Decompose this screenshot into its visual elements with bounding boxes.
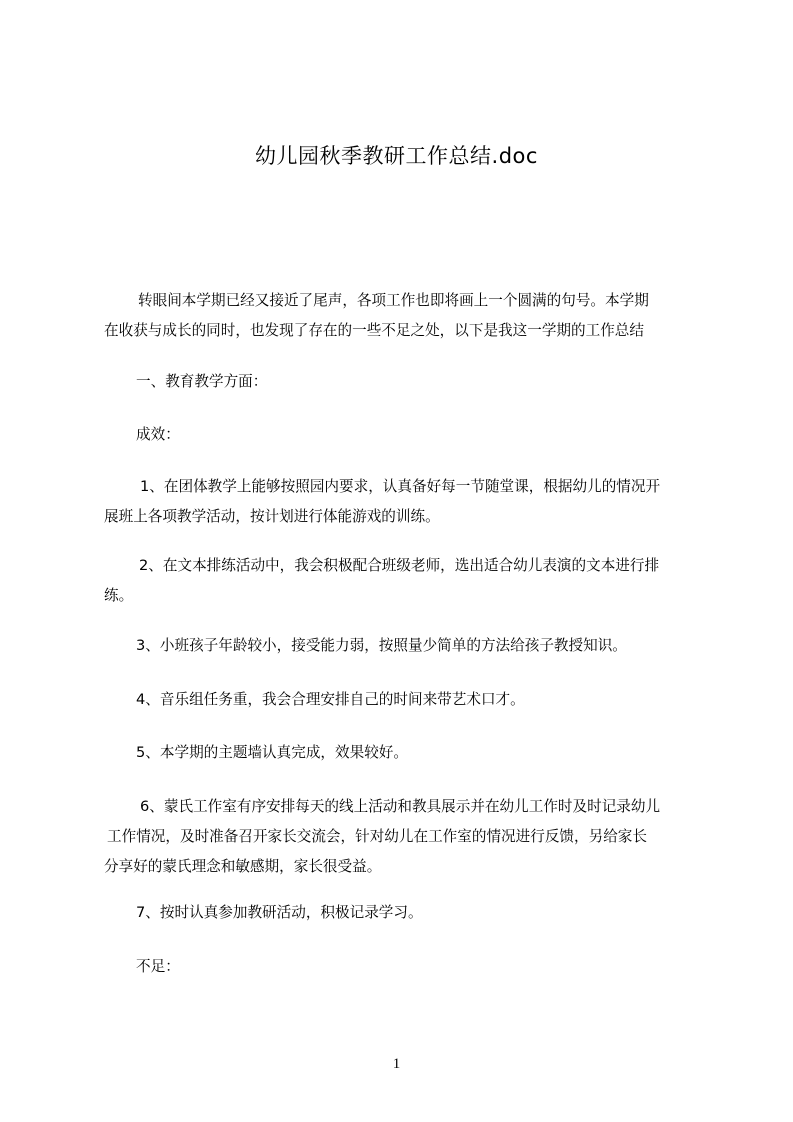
document-title: 幼儿园秋季教研工作总结.doc bbox=[255, 144, 538, 168]
shortcomings-heading bbox=[104, 952, 704, 982]
section-heading bbox=[104, 367, 704, 397]
achievements-heading bbox=[104, 420, 704, 450]
list-item bbox=[104, 551, 704, 611]
paragraph-line: 2、在文本排练活动中，我会积极配合班级老师，选出适合幼儿表演的文本进行排 bbox=[139, 557, 660, 574]
paragraph-line: 不足： bbox=[136, 958, 180, 975]
paragraph-line: 4、音乐组任务重，我会合理安排自己的时间来带艺术口才。 bbox=[136, 691, 525, 708]
paragraph-line: 1、在团体教学上能够按照园内要求，认真备好每一节随堂课，根据幼儿的情况开 bbox=[140, 478, 661, 495]
list-item bbox=[104, 685, 704, 715]
paragraph-line: 分享好的蒙氏理念和敏感期，家长很受益。 bbox=[104, 858, 382, 875]
paragraph-line: 3、小班孩子年龄较小，接受能力弱，按照量少简单的方法给孩子教授知识。 bbox=[136, 637, 627, 654]
list-item bbox=[104, 898, 704, 928]
paragraph-line: 成效： bbox=[136, 426, 180, 443]
paragraph-line: 5、本学期的主题墙认真完成，效果较好。 bbox=[136, 744, 408, 761]
paragraph-line: 转眼间本学期已经又接近了尾声，各项工作也即将画上一个圆满的句号。本学期 bbox=[138, 292, 649, 309]
list-item bbox=[104, 472, 704, 532]
paragraph-line: 一、教育教学方面： bbox=[136, 373, 268, 390]
paragraph-line: 在收获与成长的同时，也发现了存在的一些不足之处，以下是我这一学期的工作总结 bbox=[104, 322, 644, 339]
list-item bbox=[104, 792, 704, 882]
paragraph-line: 7、按时认真参加教研活动，积极记录学习。 bbox=[136, 904, 423, 921]
paragraph-line: 展班上各项教学活动，按计划进行体能游戏的训练。 bbox=[104, 508, 440, 525]
page-number: 1 bbox=[392, 1056, 401, 1072]
paragraph-line: 工作情况，及时准备召开家长交流会，针对幼儿在工作室的情况进行反馈，另给家长 bbox=[107, 828, 647, 845]
list-item bbox=[104, 631, 704, 661]
list-item bbox=[104, 738, 704, 768]
paragraph-line: 6、蒙氏工作室有序安排每天的线上活动和教具展示并在幼儿工作时及时记录幼儿 bbox=[140, 798, 661, 815]
paragraph-line: 练。 bbox=[104, 587, 134, 604]
intro-paragraph bbox=[104, 286, 704, 346]
